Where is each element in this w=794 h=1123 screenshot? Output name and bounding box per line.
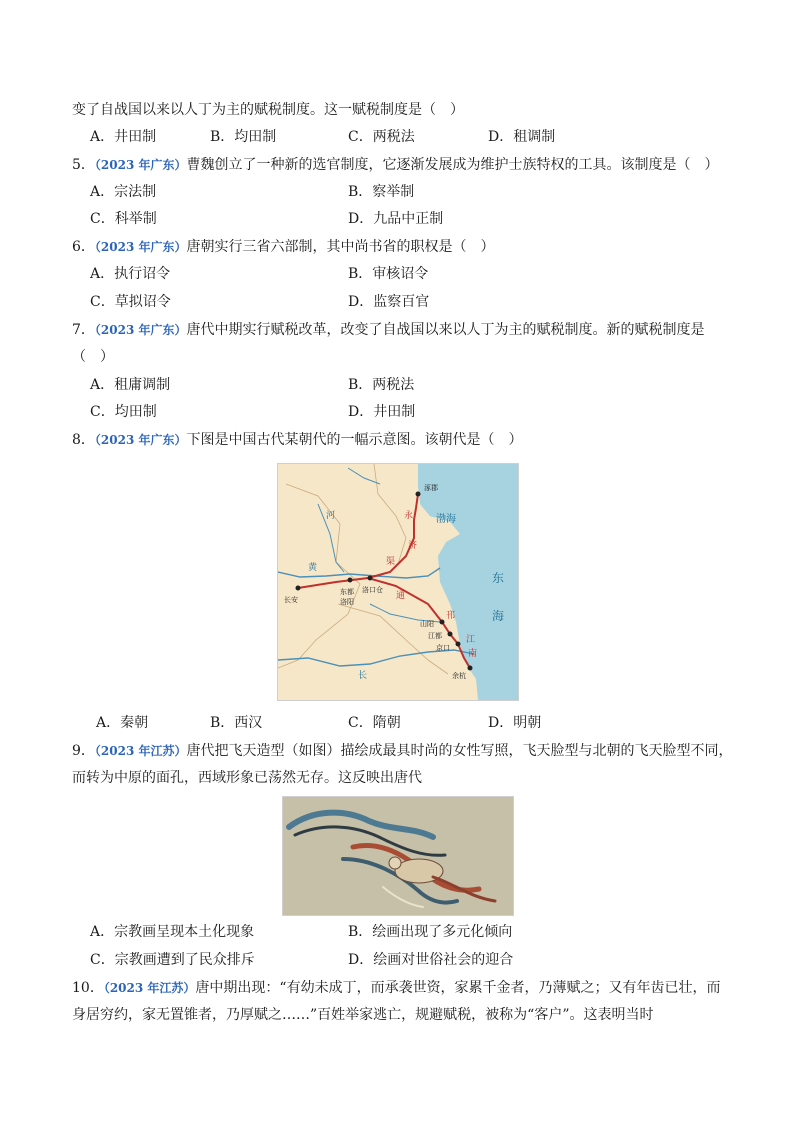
q9-stem-line2: 而转为中原的面孔，西域形象已荡然无存。这反映出唐代 bbox=[72, 770, 422, 786]
q6-stem bbox=[72, 237, 495, 257]
q9-option-b: B．绘画出现了多元化倾向 bbox=[348, 924, 513, 940]
q6-text: 唐朝实行三省六部制，其中尚书省的职权是（ ） bbox=[186, 239, 495, 255]
label-dongdu: 东都 bbox=[340, 588, 354, 596]
label-zhuo: 涿郡 bbox=[424, 484, 438, 492]
q5-option-c: C．科举制 bbox=[90, 211, 157, 227]
apsara-head bbox=[389, 857, 401, 869]
q5-option-b: B．察举制 bbox=[348, 184, 415, 200]
label-chang: 长 bbox=[358, 671, 368, 681]
q6-source-tag: （2023 年广东） bbox=[94, 240, 187, 254]
q4-option-d: D．租调制 bbox=[488, 129, 556, 145]
q8-number: 8． bbox=[72, 432, 95, 448]
q10-number: 10． bbox=[72, 980, 104, 996]
q7-number: 7． bbox=[72, 322, 95, 338]
canal-north-route bbox=[298, 494, 418, 588]
q5-number: 5． bbox=[72, 157, 95, 173]
q6-number: 6． bbox=[72, 239, 95, 255]
q8-option-b: B．西汉 bbox=[210, 715, 263, 731]
city-marker-shanyang bbox=[440, 620, 445, 625]
label-shanyang: 山阳 bbox=[420, 620, 434, 628]
label-luoyang: 洛阳 bbox=[340, 598, 354, 606]
label-yuhang: 余杭 bbox=[452, 672, 466, 680]
q5-option-d: D．九品中正制 bbox=[348, 211, 444, 227]
q7-source-tag: （2023 年广东） bbox=[94, 323, 187, 337]
q4-option-a: A．井田制 bbox=[90, 129, 157, 145]
city-marker-jingkou bbox=[456, 642, 461, 647]
q10-source-tag: （2023 年江苏） bbox=[103, 981, 196, 995]
q10-stem bbox=[72, 978, 721, 998]
city-marker-luoyang bbox=[348, 578, 353, 583]
city-marker-zhuo bbox=[416, 492, 421, 497]
q7-option-b: B．两税法 bbox=[348, 377, 415, 393]
label-fen: 河 bbox=[326, 511, 336, 521]
q7-option-a: A．租庸调制 bbox=[90, 377, 171, 393]
label-east: 东 bbox=[492, 571, 505, 585]
q10-text: 唐中期出现：“有幼未成丁，而承袭世资，家累千金者，乃薄赋之；又有年齿已壮，而 bbox=[195, 980, 721, 996]
label-jingkou: 京口 bbox=[436, 644, 450, 652]
q8-text: 下图是中国古代某朝代的一幅示意图。该朝代是（ ） bbox=[186, 432, 523, 448]
q7-text: 唐代中期实行赋税改革，改变了自战国以来以人丁为主的赋税制度。新的赋税制度是 bbox=[186, 322, 705, 338]
q5-stem bbox=[72, 155, 719, 175]
label-tong: 通 bbox=[396, 591, 406, 601]
city-marker-luokou bbox=[368, 576, 373, 581]
label-jiangdu: 江都 bbox=[428, 632, 442, 640]
label-bohai: 渤海 bbox=[436, 514, 456, 525]
q5-option-a: A．宗法制 bbox=[90, 184, 157, 200]
city-marker-jiangdu bbox=[448, 632, 453, 637]
q7-stem bbox=[72, 320, 705, 340]
label-han: 邗 bbox=[446, 611, 456, 621]
q8-option-c: C．隋朝 bbox=[348, 715, 401, 731]
q9-number: 9． bbox=[72, 743, 95, 759]
flying-apsaras-mural bbox=[282, 796, 514, 916]
q6-option-a: A．执行诏令 bbox=[90, 266, 171, 282]
label-changan: 长安 bbox=[284, 596, 298, 604]
boundary-line-3 bbox=[374, 464, 406, 564]
q9-option-d: D．绘画对世俗社会的迎合 bbox=[348, 952, 514, 968]
q4-option-c: C．两税法 bbox=[348, 129, 415, 145]
yangtze-river bbox=[278, 650, 474, 666]
label-qu: 渠 bbox=[386, 557, 396, 567]
yellow-river bbox=[278, 568, 440, 578]
city-marker-yuhang bbox=[468, 666, 473, 671]
q8-stem bbox=[72, 430, 523, 450]
label-luokou: 洛口仓 bbox=[362, 586, 383, 594]
q8-option-d: D．明朝 bbox=[488, 715, 542, 731]
q8-source-tag: （2023 年广东） bbox=[94, 433, 187, 447]
label-nan: 南 bbox=[468, 649, 478, 659]
q7-option-d: D．井田制 bbox=[348, 404, 416, 420]
q6-option-c: C．草拟诏令 bbox=[90, 294, 171, 310]
canal-map bbox=[278, 464, 518, 700]
q7-option-c: C．均田制 bbox=[90, 404, 157, 420]
label-ji: 济 bbox=[408, 541, 418, 551]
q10-stem-line2: 身居穷约，家无置锥者，乃厚赋之……”百姓举家逃亡，规避赋税，被称为“客户”。这表明当时 bbox=[72, 1007, 654, 1023]
label-huang: 黄 bbox=[308, 563, 318, 573]
canal-map-figure bbox=[277, 463, 519, 701]
label-jiang: 江 bbox=[466, 635, 476, 645]
q9-option-a: A．宗教画呈现本土化现象 bbox=[90, 924, 255, 940]
q5-text: 曹魏创立了一种新的选官制度，它逐渐发展成为维护士族特权的工具。该制度是（ ） bbox=[186, 157, 719, 173]
q6-option-d: D．监察百官 bbox=[348, 294, 430, 310]
q9-option-c: C．宗教画遭到了民众排斥 bbox=[90, 952, 255, 968]
label-yong: 永 bbox=[404, 511, 414, 521]
q7-stem-line2: （ ） bbox=[72, 349, 114, 365]
city-marker-changan bbox=[296, 586, 301, 591]
q9-text: 唐代把飞天造型（如图）描绘成最具时尚的女性写照，飞天脸型与北朝的飞天脸型不同， bbox=[186, 743, 733, 759]
q8-option-a: A．秦朝 bbox=[96, 715, 149, 731]
q6-option-b: B．审核诏令 bbox=[348, 266, 429, 282]
q9-source-tag: （2023 年江苏） bbox=[94, 744, 187, 758]
apsaras-painting bbox=[283, 797, 513, 915]
label-sea: 海 bbox=[492, 609, 505, 623]
q9-stem bbox=[72, 741, 733, 761]
q5-source-tag: （2023 年广东） bbox=[94, 158, 187, 172]
q4-option-b: B．均田制 bbox=[210, 129, 277, 145]
q4-stem-continued: 变了自战国以来以人丁为主的赋税制度。这一赋税制度是（ ） bbox=[72, 102, 464, 118]
